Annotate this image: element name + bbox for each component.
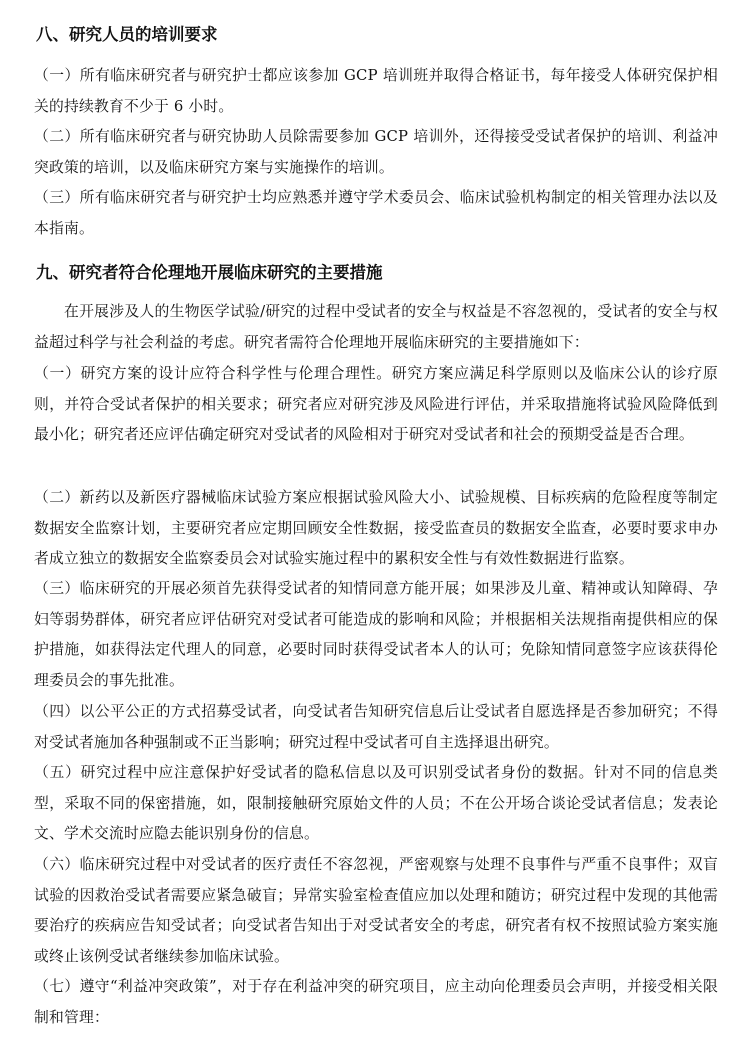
section-9-item-3: （三）临床研究的开展必须首先获得受试者的知情同意方能开展；如果涉及儿童、精神或认知障碍、孕妇等弱势群体，研究者应评估研究对受试者可能造成的影响和风险；并根据相关法规指南提供相应的保护措施，如获得法定代理人的同意，必要时同时获得受试者本人的认可；免除知情同意签字应该获得伦理委员会的事先批准。: [34, 580, 718, 689]
section-9-heading: 九、研究者符合伦理地开展临床研究的主要措施: [36, 263, 383, 282]
section-9-item-4: （四）以公平公正的方式招募受试者，向受试者告知研究信息后让受试者自愿选择是否参加研究；不得对受试者施加各种强制或不正当影响；研究过程中受试者可自主选择退出研究。: [34, 703, 718, 751]
section-9-intro: 在开展涉及人的生物医学试验/研究的过程中受试者的安全与权益是不容忽视的，受试者的安全与权益超过科学与社会利益的考虑。研究者需符合伦理地开展临床研究的主要措施如下：: [34, 303, 718, 351]
section-8-item-2: （二）所有临床研究者与研究协助人员除需要参加 GCP 培训外，还得接受受试者保护的培训、利益冲突政策的培训，以及临床研究方案与实施操作的培训。: [34, 128, 718, 176]
section-9-item-2: （二）新药以及新医疗器械临床试验方案应根据试验风险大小、试验规模、目标疾病的危险程度等制定数据安全监察计划，主要研究者应定期回顾安全性数据，接受监查员的数据安全监查，必要时要求申办者成立独立的数据安全监察委员会对试验实施过程中的累积安全性与有效性数据进行监察。: [34, 489, 718, 568]
section-9-item-5: （五）研究过程中应注意保护好受试者的隐私信息以及可识别受试者身份的数据。针对不同的信息类型，采取不同的保密措施，如，限制接触研究原始文件的人员；不在公开场合谈论受试者信息；发表论文、学术交流时应隐去能识别身份的信息。: [34, 764, 718, 843]
section-9-item-6: （六）临床研究过程中对受试者的医疗责任不容忽视，严密观察与处理不良事件与严重不良事件；双盲试验的因救治受试者需要应紧急破盲；异常实验室检查值应加以处理和随访；研究过程中发现的其他需要治疗的疾病应告知受试者；向受试者告知出于对受试者安全的考虑，研究者有权不按照试验方案实施或终止该例受试者继续参加临床试验。: [34, 856, 718, 965]
section-9-item-1: （一）研究方案的设计应符合科学性与伦理合理性。研究方案应满足科学原则以及临床公认的诊疗原则，并符合受试者保护的相关要求；研究者应对研究涉及风险进行评估，并采取措施将试验风险降低到最小化；研究者还应评估确定研究对受试者的风险相对于研究对受试者和社会的预期受益是否合理。: [34, 365, 718, 444]
section-8-item-3: （三）所有临床研究者与研究护士均应熟悉并遵守学术委员会、临床试验机构制定的相关管理办法以及本指南。: [34, 189, 718, 237]
section-9-item-7: （七）遵守“利益冲突政策”，对于存在利益冲突的研究项目，应主动向伦理委员会声明，并接受相关限制和管理：: [34, 978, 718, 1026]
section-8-heading: 八、研究人员的培训要求: [36, 25, 218, 44]
section-8-item-1: （一）所有临床研究者与研究护士都应该参加 GCP 培训班并取得合格证书，每年接受人体研究保护相关的持续教育不少于 6 小时。: [34, 67, 718, 115]
